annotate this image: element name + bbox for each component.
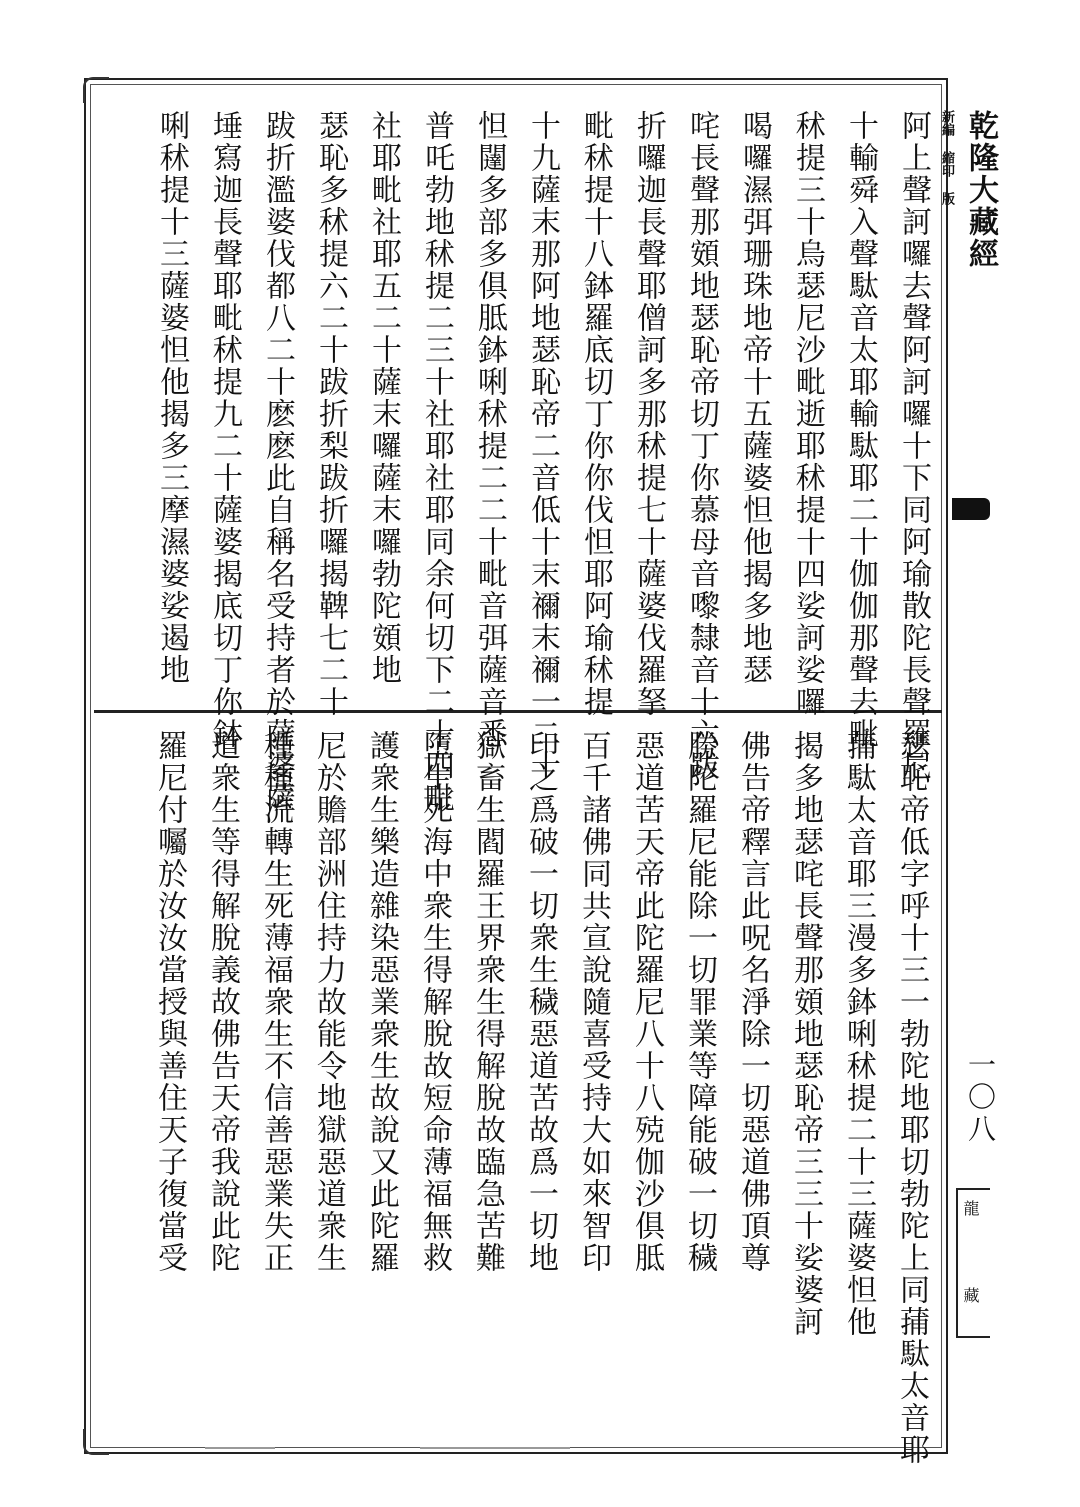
edition-label: 新編 縮印 版 bbox=[939, 110, 954, 205]
text-column: 十輸舜入聲駄音太耶輸駄耶二十伽伽那聲去毗 bbox=[843, 110, 878, 750]
text-column: 埵寫迦長聲耶毗秫提九二十薩婆揭底切丁你鉢 bbox=[207, 110, 242, 750]
text-column: 跋折濫婆伐都八二十麽麽此自稱名受持者於薩婆薩 bbox=[260, 110, 295, 814]
page-number: 一〇八 bbox=[964, 1050, 997, 1146]
frame-corner-ornament bbox=[83, 1429, 109, 1455]
text-column: 印之爲破一切衆生穢惡道苦故爲一切地 bbox=[523, 730, 558, 1274]
text-column: 護衆生樂造雜染惡業衆生故說又此陀羅 bbox=[364, 730, 399, 1274]
text-column: 勝陀羅尼能除一切罪業等障能破一切穢 bbox=[682, 730, 717, 1274]
text-column: 喝囉濕弭珊珠地帝十五薩婆怛他揭多地瑟 bbox=[737, 110, 772, 686]
text-column: 唎秫提十三薩婆怛他揭多三摩濕婆娑遏地 bbox=[154, 110, 189, 686]
text-column: 社耶毗社耶五二十薩末囉薩末囉勃陀頞地 bbox=[366, 110, 401, 686]
text-column: 墮生死海中衆生得解脫故短命薄福無救 bbox=[417, 730, 452, 1274]
text-column: 惡道苦天帝此陀羅尼八十八殑伽沙俱胝 bbox=[629, 730, 664, 1274]
lower-text-panel bbox=[143, 730, 938, 1466]
text-column: 揭多地瑟咤長聲那頞地瑟恥帝三三十娑婆訶 bbox=[788, 730, 823, 1338]
text-column: 怛闥多部多俱胝鉢唎秫提二二十毗音弭薩音悉 bbox=[472, 110, 507, 750]
text-column: 咤長聲那頞地瑟恥帝切丁你慕母音嚟隸音十六跋 bbox=[684, 110, 719, 782]
text-column: 阿上聲訶囉去聲阿訶囉十下同阿瑜散陀長聲羅尼 bbox=[896, 110, 931, 782]
text-column: 佛告帝釋言此呪名淨除一切惡道佛頂尊 bbox=[735, 730, 770, 1274]
text-column: 折囉迦長聲耶僧訶多那秫提七十薩婆伐羅拏 bbox=[631, 110, 666, 718]
chapter-tab-marker bbox=[952, 498, 990, 520]
frame-corner-ornament bbox=[83, 77, 109, 103]
text-column: 瑟恥帝低字呼十三一勃陀地耶切勃陀上同蒱駄太音耶 bbox=[894, 730, 929, 1466]
text-column: 百千諸佛同共宣說隨喜受持大如來智印 bbox=[576, 730, 611, 1274]
text-column: 獄畜生閻羅王界衆生得解脫故臨急苦難 bbox=[470, 730, 505, 1274]
upper-text-panel bbox=[145, 110, 940, 814]
text-column: 普吒勃地秫提二三十社耶社耶同余何切下二十四毗 bbox=[419, 110, 454, 814]
text-column: 羅尼付囑於汝汝當授與善住天子復當受 bbox=[152, 730, 187, 1274]
text-column: 種種流轉生死薄福衆生不信善惡業失正 bbox=[258, 730, 293, 1274]
collection-label: 龍 藏 bbox=[961, 1200, 980, 1329]
text-column: 道衆生等得解脫義故佛告天帝我說此陀 bbox=[205, 730, 240, 1274]
text-column: 瑟恥多秫提六二十跋折梨跋折囉揭鞞七二十 bbox=[313, 110, 348, 718]
text-column: 十九薩末那阿地瑟恥帝二音低十末禰末禰一二十 bbox=[525, 110, 560, 782]
scan-artifact bbox=[420, 1447, 570, 1449]
scan-artifact bbox=[205, 1447, 275, 1449]
text-column: 秫提三十烏瑟尼沙毗逝耶秫提十四娑訶娑囉 bbox=[790, 110, 825, 718]
book-title: 乾隆大藏經 bbox=[963, 110, 998, 270]
text-column: 毗秫提十八鉢羅底切丁你你伐怛耶阿瑜秫提 bbox=[578, 110, 613, 718]
text-column: 尼於贍部洲住持力故能令地獄惡道衆生 bbox=[311, 730, 346, 1274]
text-column: 蒱駄太音耶三漫多鉢唎秫提二十三薩婆怛他 bbox=[841, 730, 876, 1338]
